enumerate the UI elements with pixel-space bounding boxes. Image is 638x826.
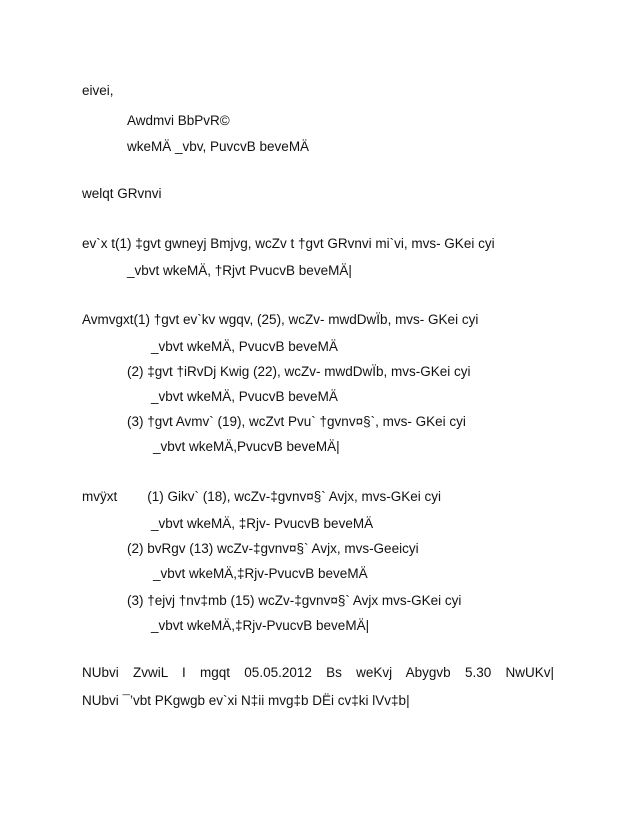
witness-1-line-2: _vbvt wkeMÄ, ‡Rjv- PvucvB beveMÄ xyxy=(151,516,374,531)
accused-2-line-1: (2) ‡gvt †iRvDj Kwig (22), wcZv- mwdDwÏb, mvs-GKei cyi xyxy=(127,364,471,379)
plaintiff-line-1: ev`x t(1) ‡gvt gwneyj Bmjvg, wcZv t †gvt GRvnvi mi`vi, mvs- GKei cyi xyxy=(82,236,495,251)
witness-2-line-1: (2) bvRgv (13) wcZv-‡gvnv¤§` Avjx, mvs-Geeicyi xyxy=(127,541,419,556)
witness-3-line-1: (3) †ejvj †nv‡mb (15) wcZv-‡gvnv¤§` Avjx mvs-GKei cyi xyxy=(127,593,462,608)
accused-3-line-1: (3) †gvt Avmv` (19), wcZvt Pvu` †gvnv¤§`, mvs- GKei cyi xyxy=(127,414,466,429)
salutation: eivei, xyxy=(82,83,114,98)
recipient-line-1: Awdmvi BbPvR© xyxy=(127,113,230,128)
recipient-line-2: wkeMÄ _vbv, PuvcvB beveMÄ xyxy=(127,139,310,154)
witness-3-line-2: _vbvt wkeMÄ,‡Rjv-PvucvB beveMÄ| xyxy=(151,618,370,633)
incident-time-line: NUbvi ZvwiL I mgqt 05.05.2012 Bs weKvj Abygvb 5.30 NwUKv| xyxy=(82,665,554,680)
accused-1-line-1: Avmvgxt(1) †gvt ev`kv wgqv, (25), wcZv- mwdDwÏb, mvs- GKei cyi xyxy=(82,312,479,327)
witness-2-line-2: _vbvt wkeMÄ,‡Rjv-PvucvB beveMÄ xyxy=(153,566,368,581)
accused-1-line-2: _vbvt wkeMÄ, PvucvB beveMÄ xyxy=(151,339,338,354)
witness-1-line-1: mvÿxt (1) Gikv` (18), wcZv-‡gvnv¤§` Avjx, mvs-GKei cyi xyxy=(82,489,442,504)
accused-3-line-2: _vbvt wkeMÄ,PvucvB beveMÄ| xyxy=(153,439,340,454)
incident-place-line: NUbvi ¯’vbt PKgwgb ev`xi N‡ii mvg‡b DËi cv‡ki lVv‡b| xyxy=(82,693,410,708)
subject-line: welqt GRvnvi xyxy=(82,186,162,201)
plaintiff-line-2: _vbvt wkeMÄ, †Rjvt PvucvB beveMÄ| xyxy=(127,263,352,278)
accused-2-line-2: _vbvt wkeMÄ, PvucvB beveMÄ xyxy=(151,389,338,404)
